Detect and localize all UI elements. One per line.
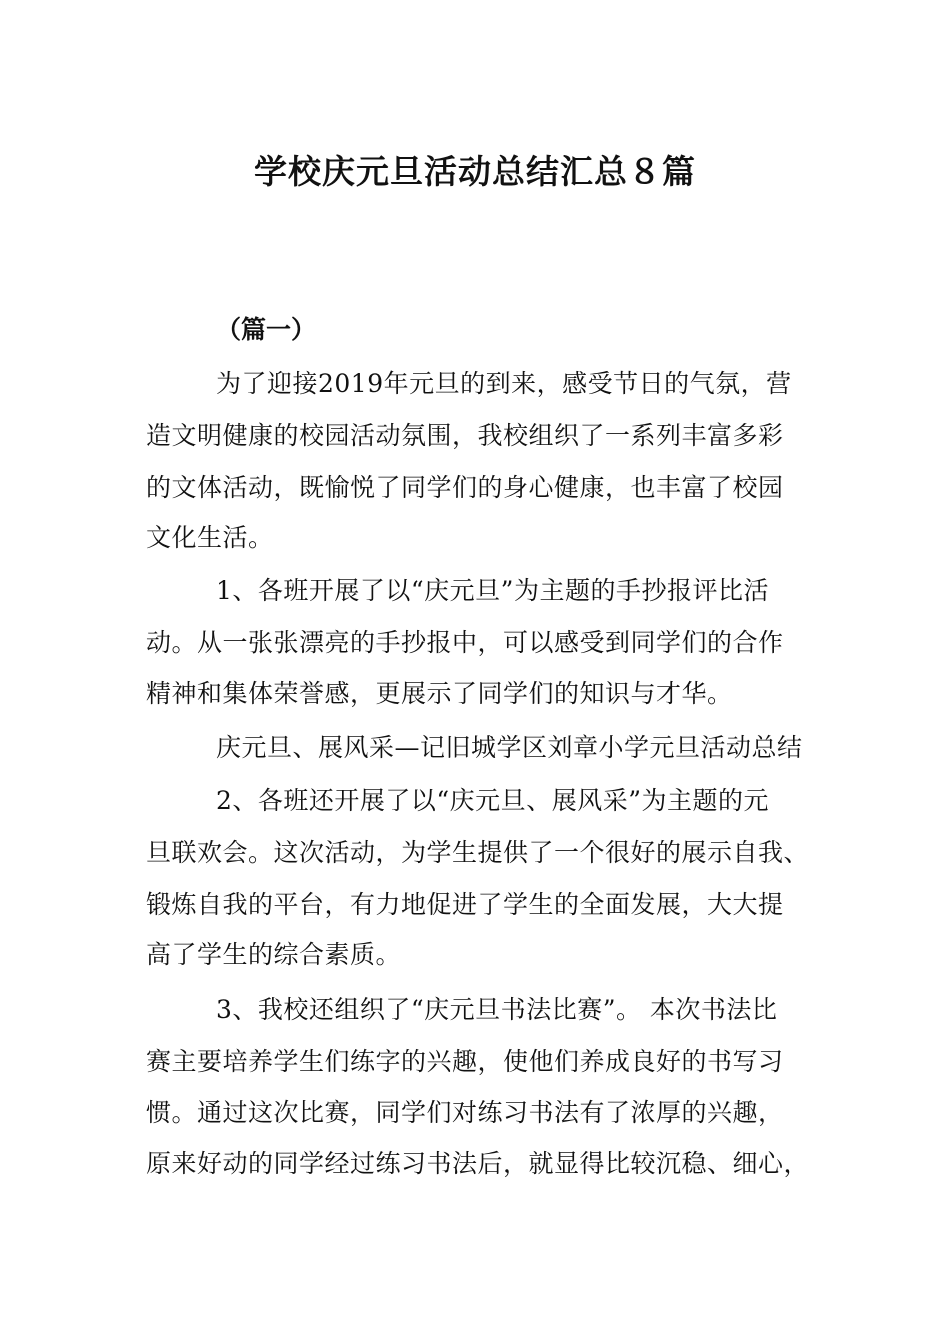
paragraph-line: 动。从一张张漂亮的手抄报中，可以感受到同学们的合作 bbox=[146, 628, 784, 657]
paragraph-line: 旦联欢会。这次活动，为学生提供了一个很好的展示自我、 bbox=[146, 838, 810, 867]
paragraph-line: 锻炼自我的平台，有力地促进了学生的全面发展，大大提 bbox=[146, 890, 784, 919]
paragraph-line: 1、各班开展了以“庆元旦”为主题的手抄报评比活 bbox=[216, 576, 769, 605]
paragraph-line: 赛主要培养学生们练字的兴趣，使他们养成良好的书写习 bbox=[146, 1047, 784, 1076]
paragraph-line: 3、我校还组织了“庆元旦书法比赛”。 本次书法比 bbox=[216, 995, 778, 1024]
paragraph-line: 文化生活。 bbox=[146, 523, 274, 552]
paragraph-line: 造文明健康的校园活动氛围，我校组织了一系列丰富多彩 bbox=[146, 421, 784, 450]
paragraph-line: 精神和集体荣誉感，更展示了同学们的知识与才华。 bbox=[146, 679, 733, 708]
paragraph-line: 高了学生的综合素质。 bbox=[146, 940, 402, 969]
document-title: 学校庆元旦活动总结汇总８篇 bbox=[254, 152, 696, 191]
section-heading: （篇一） bbox=[216, 315, 317, 344]
paragraph-line: 庆元旦、展风采—记旧城学区刘章小学元旦活动总结 bbox=[216, 733, 803, 762]
paragraph-line: 为了迎接2019年元旦的到来，感受节日的气氛，营 bbox=[216, 369, 792, 398]
paragraph-line: 惯。通过这次比赛，同学们对练习书法有了浓厚的兴趣， bbox=[146, 1098, 784, 1127]
paragraph-line: 2、各班还开展了以“庆元旦、展风采”为主题的元 bbox=[216, 786, 769, 815]
paragraph-line: 的文体活动，既愉悦了同学们的身心健康，也丰富了校园 bbox=[146, 473, 784, 502]
paragraph-line: 原来好动的同学经过练习书法后，就显得比较沉稳、细心， bbox=[146, 1149, 810, 1178]
